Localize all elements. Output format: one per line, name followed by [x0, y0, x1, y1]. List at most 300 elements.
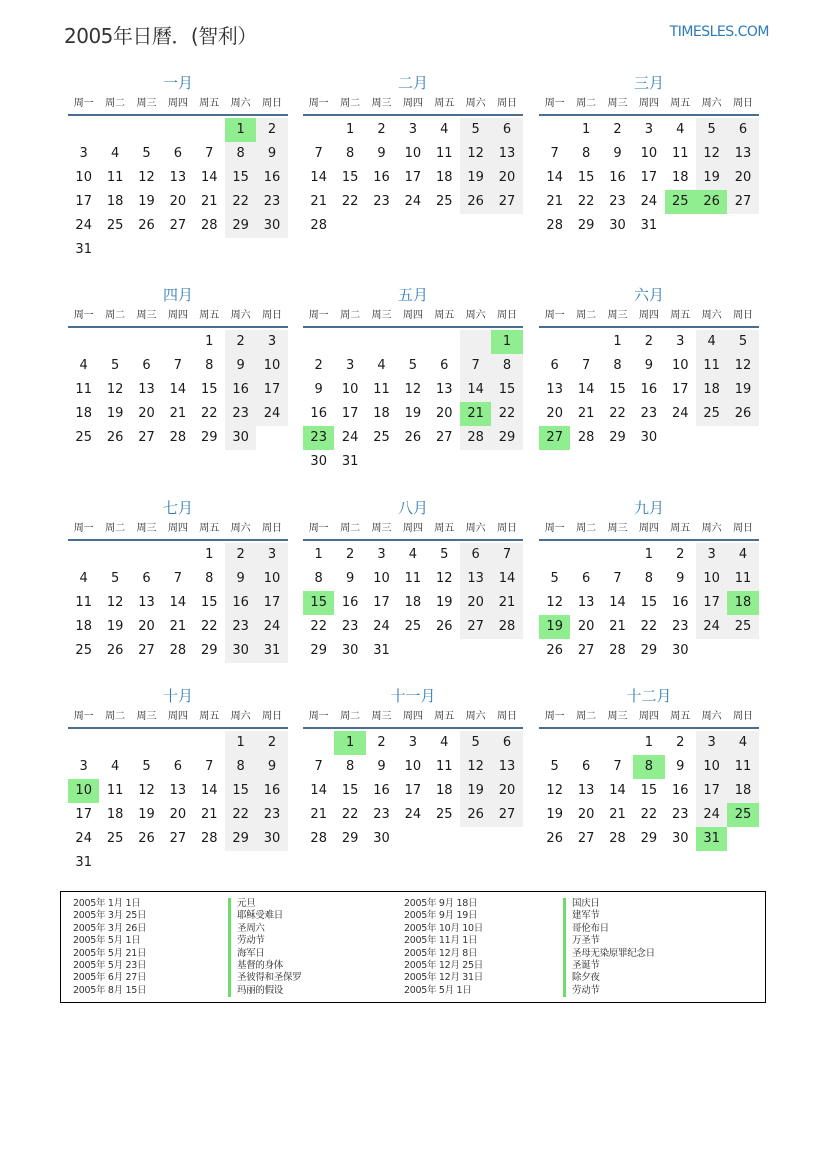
day-cell: 10 [256, 354, 287, 378]
day-cell: 8 [205, 571, 214, 586]
day-cell: 27 [577, 831, 595, 846]
day-cell: 7 [314, 146, 323, 161]
day-cell: 6 [491, 118, 522, 142]
weekday-label: 周一 [73, 711, 94, 722]
month-calendar [303, 284, 523, 474]
day-cell: 7 [550, 146, 559, 161]
day-cell: 22 [225, 190, 256, 214]
day-cell: 12 [106, 382, 124, 397]
day-cell: 20 [435, 406, 453, 421]
day-cell: 18 [75, 406, 92, 421]
legend-holiday-name: 基督的身体 [228, 960, 301, 972]
day-cell: 8 [581, 146, 591, 161]
day-cell: 19 [696, 166, 727, 190]
day-cell: 14 [169, 382, 187, 397]
day-cell: 10 [696, 755, 727, 779]
day-cell: 1 [644, 547, 653, 562]
legend-holiday-name: 万圣节 [563, 935, 655, 947]
day-cell: 25 [727, 615, 758, 639]
weekday-label: 周二 [576, 98, 597, 109]
weekday-label: 周三 [136, 711, 157, 722]
weekday-label: 周一 [73, 98, 94, 109]
day-cell: 30 [256, 214, 287, 238]
day-cell: 16 [609, 170, 626, 185]
legend-holiday-name: 劳动节 [228, 935, 301, 947]
day-cell: 17 [256, 591, 287, 615]
month-calendar [68, 72, 288, 262]
holiday-day-cell: 19 [539, 615, 570, 639]
day-cell: 1 [345, 122, 355, 137]
day-cell: 16 [640, 382, 658, 397]
weekday-label: 周三 [136, 523, 157, 534]
day-cell: 10 [341, 382, 359, 397]
legend-dates-col-2 [404, 898, 483, 997]
empty-cell [68, 330, 99, 354]
day-grid [68, 543, 288, 663]
day-cell: 4 [79, 571, 88, 586]
day-cell: 22 [640, 807, 658, 822]
day-cell: 2 [256, 731, 287, 755]
day-cell: 2 [377, 122, 386, 137]
day-cell: 13 [546, 382, 563, 397]
day-cell: 20 [460, 591, 491, 615]
empty-cell [162, 118, 193, 142]
day-cell: 10 [256, 567, 287, 591]
weekday-label: 周二 [576, 711, 597, 722]
month-name: 四月 [162, 286, 193, 304]
day-cell: 8 [491, 354, 522, 378]
empty-cell [68, 543, 99, 567]
day-cell: 14 [310, 170, 327, 185]
weekday-label: 周五 [434, 310, 455, 321]
day-cell: 29 [341, 831, 359, 846]
day-cell: 15 [341, 170, 359, 185]
day-cell: 12 [138, 170, 155, 185]
day-cell: 24 [256, 615, 287, 639]
holiday-day-cell: 1 [334, 731, 365, 755]
weekday-label: 周三 [607, 711, 628, 722]
day-cell: 21 [609, 619, 626, 634]
day-cell: 22 [200, 619, 218, 634]
legend-holiday-name: 耶稣受难日 [228, 910, 301, 922]
day-cell: 31 [75, 242, 92, 257]
day-cell: 2 [225, 543, 256, 567]
day-cell: 12 [460, 142, 491, 166]
day-grid [539, 731, 759, 851]
legend-date: 2005年 12月 8日 [404, 947, 478, 959]
empty-cell [131, 330, 162, 354]
day-cell: 8 [225, 142, 256, 166]
empty-cell [460, 330, 491, 354]
day-cell: 16 [310, 406, 327, 421]
month-name: 十一月 [390, 687, 436, 705]
day-cell: 9 [225, 567, 256, 591]
month-calendar [68, 497, 288, 663]
day-cell: 3 [676, 334, 685, 349]
day-cell: 23 [256, 803, 287, 827]
weekday-label: 周四 [638, 310, 659, 321]
day-cell: 27 [577, 643, 595, 658]
day-cell: 18 [696, 378, 727, 402]
day-cell: 29 [609, 430, 626, 445]
holiday-day-cell: 23 [303, 426, 334, 450]
day-cell: 20 [491, 166, 522, 190]
day-cell: 6 [581, 759, 591, 774]
weekday-label: 周四 [167, 711, 188, 722]
weekday-label: 周日 [497, 310, 518, 321]
day-cell: 1 [581, 122, 591, 137]
day-cell: 5 [460, 731, 491, 755]
day-cell: 8 [644, 571, 653, 586]
day-cell: 18 [106, 194, 124, 209]
day-cell: 25 [435, 807, 453, 822]
day-cell: 26 [546, 831, 563, 846]
day-cell: 30 [256, 827, 287, 851]
weekday-label: 周日 [262, 310, 283, 321]
day-cell: 13 [435, 382, 453, 397]
weekday-label: 周三 [371, 711, 392, 722]
empty-cell [194, 118, 225, 142]
day-cell: 9 [314, 382, 323, 397]
day-cell: 1 [205, 334, 214, 349]
day-cell: 19 [106, 406, 124, 421]
weekday-label: 周四 [167, 98, 188, 109]
day-cell: 25 [696, 402, 727, 426]
day-cell: 26 [404, 430, 422, 445]
day-cell: 28 [310, 831, 327, 846]
day-cell: 23 [671, 807, 689, 822]
day-cell: 4 [727, 731, 758, 755]
weekday-label: 周日 [733, 711, 754, 722]
day-cell: 5 [142, 759, 151, 774]
day-cell: 20 [577, 619, 595, 634]
day-cell: 10 [671, 358, 689, 373]
weekday-label: 周日 [262, 523, 283, 534]
day-cell: 11 [727, 567, 758, 591]
legend-holiday-name: 玛丽的假设 [228, 985, 301, 997]
weekday-label: 周六 [230, 523, 251, 534]
day-cell: 28 [577, 430, 595, 445]
weekday-label: 周一 [308, 98, 329, 109]
day-cell: 17 [696, 591, 727, 615]
day-cell: 11 [435, 146, 453, 161]
day-cell: 24 [696, 615, 727, 639]
holiday-day-cell: 27 [539, 426, 570, 450]
weekday-label: 周日 [733, 523, 754, 534]
day-cell: 28 [200, 831, 218, 846]
day-cell: 29 [225, 214, 256, 238]
day-cell: 22 [200, 406, 218, 421]
day-cell: 28 [491, 615, 522, 639]
day-cell: 20 [138, 406, 155, 421]
empty-cell [131, 118, 162, 142]
day-cell: 26 [460, 803, 491, 827]
day-cell: 1 [205, 547, 214, 562]
weekday-label: 周二 [576, 310, 597, 321]
legend-date: 2005年 9月 19日 [404, 910, 478, 922]
empty-cell [539, 330, 570, 354]
day-cell: 26 [106, 430, 124, 445]
day-cell: 4 [696, 330, 727, 354]
day-cell: 28 [460, 426, 491, 450]
day-cell: 4 [727, 543, 758, 567]
day-cell: 12 [727, 354, 758, 378]
day-cell: 11 [106, 783, 124, 798]
day-cell: 30 [671, 643, 689, 658]
day-cell: 11 [696, 354, 727, 378]
empty-cell [131, 731, 162, 755]
weekday-label: 周五 [199, 310, 220, 321]
day-cell: 8 [314, 571, 323, 586]
day-cell: 27 [460, 615, 491, 639]
day-cell: 6 [727, 118, 758, 142]
legend-date: 2005年 12月 31日 [404, 972, 483, 984]
empty-cell [194, 731, 225, 755]
day-cell: 14 [200, 783, 218, 798]
day-cell: 22 [225, 803, 256, 827]
day-cell: 7 [460, 354, 491, 378]
weekday-label: 周六 [701, 523, 722, 534]
day-cell: 3 [256, 330, 287, 354]
day-cell: 14 [169, 595, 187, 610]
legend-dates-col-1 [73, 898, 146, 997]
holiday-day-cell: 1 [225, 118, 256, 142]
day-cell: 9 [256, 142, 287, 166]
weekday-label: 周四 [638, 711, 659, 722]
weekday-label: 周四 [402, 523, 423, 534]
day-cell: 30 [640, 430, 658, 445]
day-cell: 5 [408, 358, 417, 373]
day-cell: 2 [225, 330, 256, 354]
month-name: 二月 [397, 74, 428, 92]
day-cell: 5 [550, 759, 559, 774]
day-cell: 24 [640, 194, 658, 209]
weekday-label: 周五 [434, 98, 455, 109]
day-cell: 12 [696, 142, 727, 166]
day-cell: 31 [75, 855, 92, 870]
day-cell: 3 [644, 122, 653, 137]
day-cell: 16 [373, 170, 390, 185]
weekday-label: 周六 [230, 310, 251, 321]
day-cell: 27 [491, 190, 522, 214]
day-cell: 10 [404, 146, 422, 161]
day-cell: 9 [256, 755, 287, 779]
day-cell: 16 [256, 166, 287, 190]
day-cell: 29 [200, 643, 218, 658]
day-cell: 7 [173, 358, 182, 373]
day-cell: 13 [491, 142, 522, 166]
weekday-label: 周六 [230, 711, 251, 722]
legend-date: 2005年 5月 21日 [73, 947, 147, 959]
day-cell: 19 [546, 807, 563, 822]
day-cell: 23 [341, 619, 359, 634]
empty-cell [303, 118, 334, 142]
day-cell: 19 [106, 619, 124, 634]
month-calendar [539, 685, 759, 851]
day-cell: 11 [75, 595, 92, 610]
day-cell: 18 [727, 779, 758, 803]
day-cell: 29 [200, 430, 218, 445]
month-name: 三月 [633, 74, 664, 92]
holiday-day-cell: 21 [460, 402, 491, 426]
day-cell: 30 [225, 426, 256, 450]
day-cell: 8 [225, 755, 256, 779]
empty-cell [602, 731, 633, 755]
day-cell: 18 [671, 170, 689, 185]
holiday-day-cell: 31 [696, 827, 727, 851]
day-cell: 12 [138, 783, 155, 798]
day-cell: 13 [138, 382, 155, 397]
day-cell: 21 [310, 194, 327, 209]
month-calendar [303, 685, 523, 851]
day-cell: 28 [200, 218, 218, 233]
day-cell: 16 [341, 595, 359, 610]
day-cell: 7 [613, 571, 622, 586]
empty-cell [539, 118, 570, 142]
weekday-label: 周一 [308, 711, 329, 722]
legend-holiday-name: 圣诞节 [563, 960, 655, 972]
day-grid [68, 330, 288, 450]
day-cell: 5 [727, 330, 758, 354]
weekday-label: 周一 [544, 711, 565, 722]
weekday-label: 周二 [105, 310, 126, 321]
legend-date: 2005年 9月 18日 [404, 898, 478, 909]
day-cell: 25 [75, 643, 92, 658]
day-cell: 23 [256, 190, 287, 214]
weekday-label: 周四 [638, 98, 659, 109]
day-cell: 26 [460, 190, 491, 214]
weekday-label: 周五 [434, 523, 455, 534]
day-cell: 24 [404, 807, 422, 822]
weekday-label: 周日 [497, 523, 518, 534]
empty-cell [570, 543, 601, 567]
day-cell: 13 [460, 567, 491, 591]
weekday-label: 周六 [465, 523, 486, 534]
day-cell: 18 [435, 170, 453, 185]
day-cell: 21 [609, 807, 626, 822]
month-name: 八月 [397, 499, 428, 517]
day-cell: 13 [577, 783, 595, 798]
day-cell: 13 [169, 783, 187, 798]
weekday-label: 周日 [733, 98, 754, 109]
day-cell: 1 [225, 731, 256, 755]
month-name: 十月 [162, 687, 193, 705]
day-grid [539, 330, 759, 450]
day-cell: 21 [169, 619, 187, 634]
day-cell: 5 [550, 571, 559, 586]
day-cell: 2 [676, 547, 685, 562]
day-cell: 20 [491, 779, 522, 803]
day-grid [303, 731, 523, 851]
day-cell: 16 [373, 783, 390, 798]
day-cell: 23 [671, 619, 689, 634]
weekday-label: 周五 [670, 711, 691, 722]
empty-cell [539, 543, 570, 567]
day-cell: 2 [345, 547, 355, 562]
day-cell: 31 [640, 218, 658, 233]
weekday-label: 周三 [371, 310, 392, 321]
day-cell: 8 [205, 358, 214, 373]
day-cell: 28 [609, 643, 626, 658]
day-cell: 19 [404, 406, 422, 421]
day-cell: 18 [435, 783, 453, 798]
day-cell: 24 [341, 430, 359, 445]
day-cell: 20 [546, 406, 563, 421]
site-logo-text[interactable]: TIMESLES.COM [669, 24, 769, 40]
weekday-label: 周六 [701, 711, 722, 722]
day-cell: 17 [341, 406, 359, 421]
day-cell: 30 [609, 218, 626, 233]
empty-cell [303, 731, 334, 755]
day-cell: 17 [696, 779, 727, 803]
holiday-day-cell: 25 [665, 190, 696, 214]
month-name: 七月 [162, 499, 193, 517]
day-cell: 4 [440, 735, 449, 750]
legend-holiday-name: 建军节 [563, 910, 655, 922]
weekday-label: 周六 [465, 711, 486, 722]
day-cell: 14 [609, 783, 626, 798]
holiday-day-cell: 18 [727, 591, 758, 615]
day-cell: 17 [404, 170, 422, 185]
legend-holiday-name: 圣彼得和圣保罗 [228, 972, 301, 984]
day-cell: 27 [491, 803, 522, 827]
day-cell: 21 [169, 406, 187, 421]
day-cell: 13 [138, 595, 155, 610]
day-cell: 23 [373, 807, 390, 822]
day-cell: 19 [460, 166, 491, 190]
weekday-header [303, 306, 523, 328]
day-cell: 9 [676, 759, 685, 774]
month-calendar [303, 497, 523, 663]
legend-date: 2005年 6月 27日 [73, 972, 147, 984]
day-cell: 17 [256, 378, 287, 402]
day-cell: 7 [173, 571, 182, 586]
day-cell: 11 [75, 382, 92, 397]
empty-cell [397, 330, 428, 354]
day-cell: 19 [727, 378, 758, 402]
day-cell: 30 [225, 639, 256, 663]
day-cell: 29 [491, 426, 522, 450]
day-cell: 24 [256, 402, 287, 426]
day-cell: 23 [640, 406, 658, 421]
day-cell: 2 [644, 334, 653, 349]
day-cell: 12 [546, 595, 563, 610]
day-cell: 28 [609, 831, 626, 846]
day-cell: 9 [676, 571, 685, 586]
empty-cell [68, 731, 99, 755]
weekday-header [539, 707, 759, 729]
day-cell: 3 [408, 122, 417, 137]
weekday-label: 周日 [733, 310, 754, 321]
day-cell: 14 [460, 378, 491, 402]
weekday-label: 周一 [308, 310, 329, 321]
day-cell: 24 [75, 218, 92, 233]
weekday-label: 周二 [340, 98, 361, 109]
day-cell: 7 [491, 543, 522, 567]
day-cell: 27 [138, 430, 155, 445]
day-cell: 26 [435, 619, 453, 634]
day-cell: 20 [169, 194, 187, 209]
weekday-label: 周四 [167, 310, 188, 321]
holiday-legend [60, 891, 766, 1003]
weekday-label: 周五 [199, 711, 220, 722]
day-cell: 23 [609, 194, 626, 209]
day-cell: 26 [138, 218, 155, 233]
day-cell: 7 [581, 358, 591, 373]
day-cell: 12 [404, 382, 422, 397]
holiday-day-cell: 25 [727, 803, 758, 827]
weekday-label: 周一 [308, 523, 329, 534]
